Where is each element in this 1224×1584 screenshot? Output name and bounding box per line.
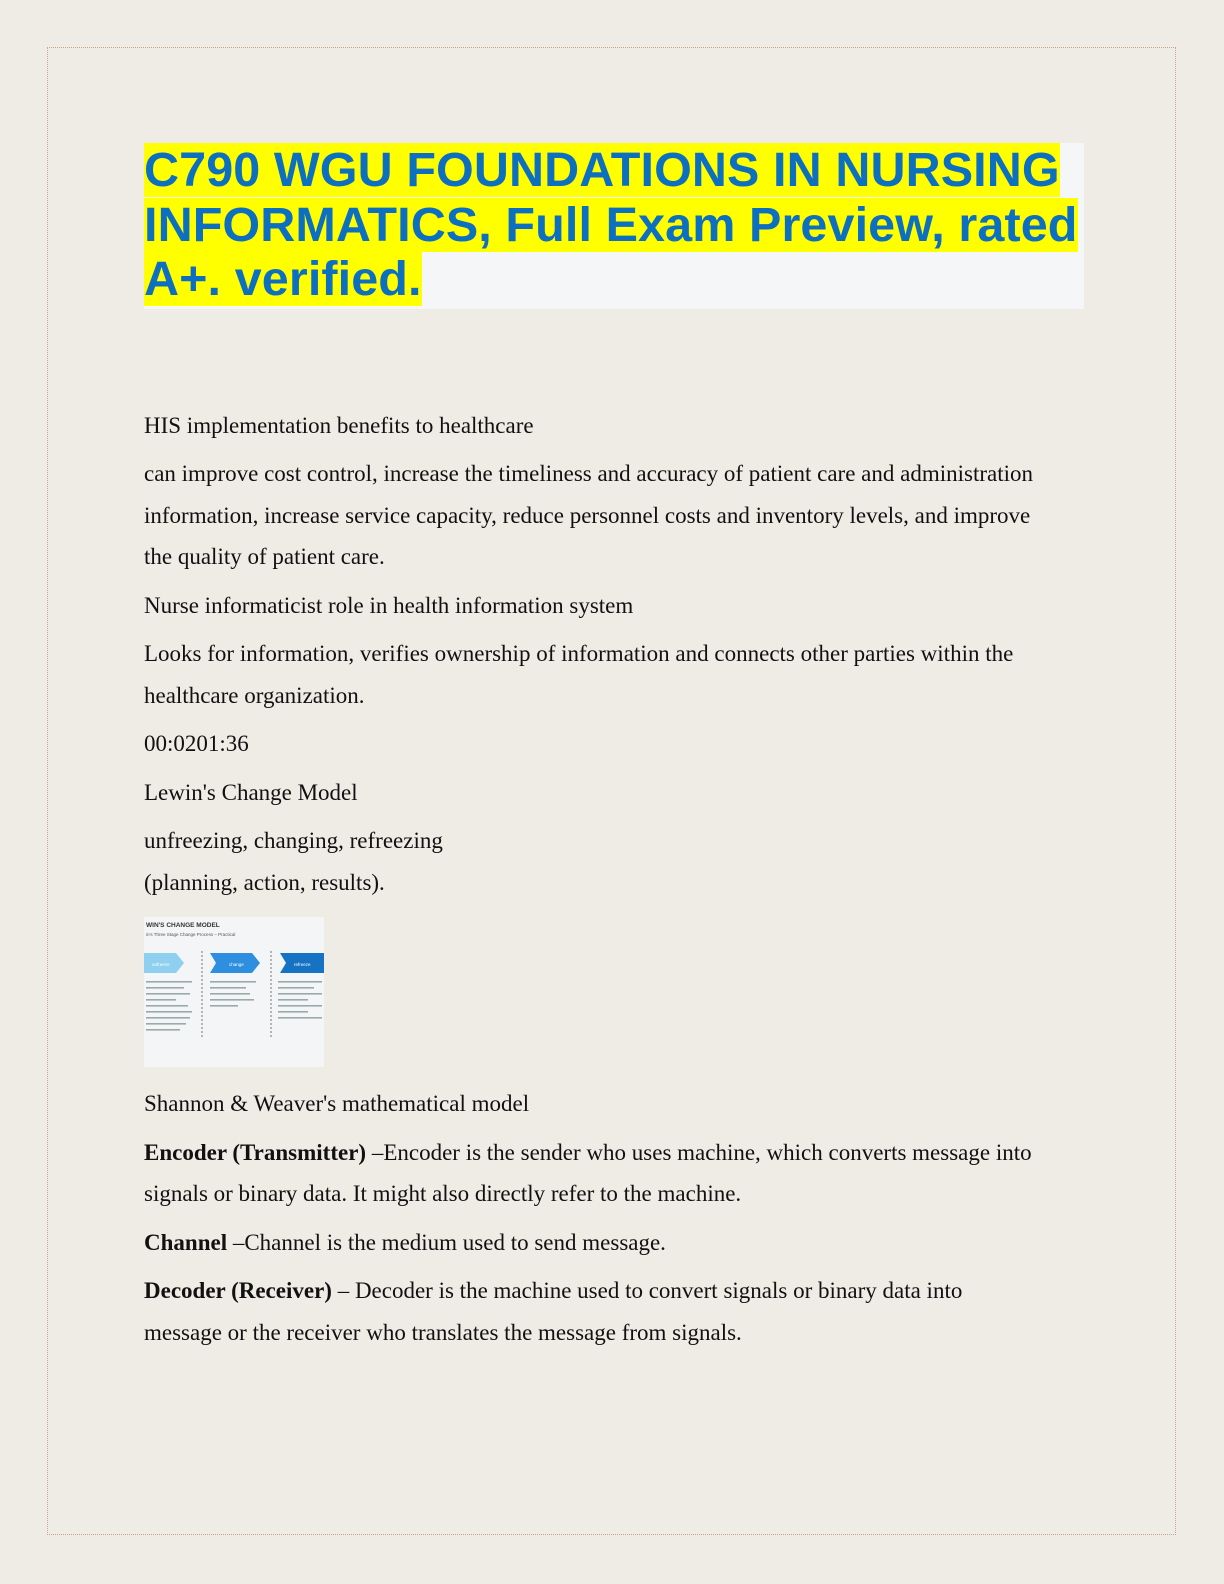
decoder-text-2: message or the receiver who translates the message from signals. (144, 1319, 742, 1345)
definition-decoder (144, 1270, 1084, 1353)
definition-channel (144, 1222, 1084, 1264)
answer-lewin (144, 820, 1084, 903)
definition-line (144, 1132, 1084, 1174)
answer-line: can improve cost control, increase the timeliness and accuracy of patient care and administration (144, 461, 1033, 486)
question-his-benefits: HIS implementation benefits to healthcare (144, 412, 534, 438)
answer-his-benefits (144, 453, 1084, 578)
stage-unfreeze-label: unfreeze (152, 962, 170, 967)
title-block (144, 143, 1084, 309)
title-line-2: INFORMATICS, Full Exam Preview, rated (144, 197, 1078, 252)
title-line-3: A+. verified. (144, 252, 422, 306)
question-nurse-informaticist: Nurse informaticist role in health information system (144, 592, 634, 618)
answer-line: the quality of patient care. (144, 544, 385, 569)
qa-section (144, 405, 1084, 1354)
figure-subtitle: in's Three Stage Change Process – Practical (146, 932, 236, 937)
answer-line: (planning, action, results). (144, 869, 385, 895)
definition-encoder (144, 1132, 1084, 1215)
channel-text: –Channel is the medium used to send message. (227, 1229, 666, 1255)
timestamp-text: 00:0201:36 (144, 731, 249, 756)
decoder-text-1: – Decoder is the machine used to convert signals or binary data into (331, 1278, 963, 1303)
answer-line: unfreezing, changing, refreezing (144, 828, 443, 853)
document-title (144, 143, 1084, 307)
term-encoder: Encoder (Transmitter) (144, 1139, 367, 1165)
term-decoder: Decoder (Receiver) (144, 1278, 332, 1303)
question-lewin: Lewin's Change Model (144, 779, 358, 805)
encoder-text-2: signals or binary data. It might also directly refer to the machine. (144, 1181, 742, 1206)
answer-line: information, increase service capacity, reduce personnel costs and inventory levels, and improve (144, 502, 1031, 528)
lewin-diagram (144, 917, 324, 1067)
term-channel: Channel (144, 1229, 228, 1255)
stage-refreeze-label: refreeze (294, 962, 311, 967)
encoder-text-1: –Encoder is the sender who uses machine, which converts message into (366, 1139, 1032, 1165)
answer-line: healthcare organization. (144, 682, 365, 708)
answer-line: Looks for information, verifies ownership of information and connects other parties within the (144, 641, 1014, 666)
title-line-1: C790 WGU FOUNDATIONS IN NURSING (144, 143, 1060, 197)
question-shannon-weaver: Shannon & Weaver's mathematical model (144, 1091, 530, 1116)
definition-line (144, 1270, 1084, 1312)
stage-change-label: change (229, 962, 244, 967)
document-content (144, 143, 1084, 1353)
answer-nurse-informaticist (144, 633, 1084, 716)
lewin-change-model-image (144, 917, 324, 1067)
figure-title: WIN'S CHANGE MODEL (146, 922, 220, 929)
